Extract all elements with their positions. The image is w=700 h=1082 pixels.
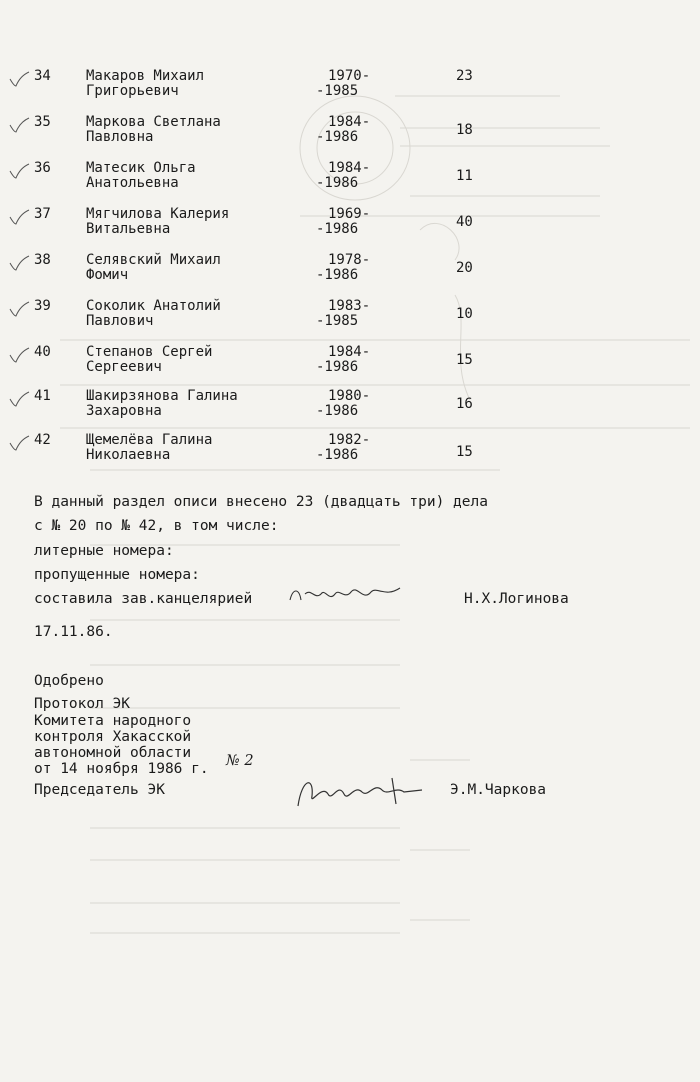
entry-patronymic: Фомич [86,267,129,283]
check-mark-icon [8,434,30,452]
approval-date: от 14 ноября 1986 г. [34,761,209,777]
entry-end-year: -1986 [316,403,359,419]
entry-row [0,160,700,200]
entry-surname: Соколик Анатолий [86,298,221,314]
entry-start-year: 1970- [328,68,371,84]
check-mark-icon [8,162,30,180]
entry-number: 37 [34,206,51,222]
check-mark-icon [8,116,30,134]
entry-number: 34 [34,68,51,84]
entry-row [0,344,700,384]
approved-label: Одобрено [34,673,104,689]
entry-row [0,432,700,472]
entry-row [0,114,700,154]
entry-start-year: 1969- [328,206,371,222]
entry-start-year: 1984- [328,344,371,360]
entry-row [0,252,700,292]
entry-patronymic: Захаровна [86,403,162,419]
summary-range-line: с № 20 по № 42, в том числе: [34,518,279,534]
entry-patronymic: Николаевна [86,447,171,463]
entry-patronymic: Сергеевич [86,359,162,375]
entry-patronymic: Павлович [86,313,154,329]
check-mark-icon [8,346,30,364]
entry-number: 38 [34,252,51,268]
entry-number: 41 [34,388,51,404]
compiled-by-name: Н.Х.Логинова [464,591,569,607]
entry-end-year: -1986 [316,359,359,375]
entry-end-year: -1986 [316,129,359,145]
entry-surname: Щемелёва Галина [86,432,213,448]
entry-end-year: -1986 [316,221,359,237]
entry-start-year: 1984- [328,114,371,130]
chair-name: Э.М.Чаркова [450,782,547,798]
entry-start-year: 1982- [328,432,371,448]
check-mark-icon [8,70,30,88]
committee-line-3: автономной области [34,745,192,761]
entry-patronymic: Витальевна [86,221,171,237]
protocol-number: № 2 [226,753,254,769]
summary-count-line: В данный раздел описи внесено 23 (двадцать три) дела [34,494,488,510]
entry-surname: Матесик Ольга [86,160,196,176]
check-mark-icon [8,208,30,226]
entry-end-year: -1986 [316,267,359,283]
entry-leaves: 40 [456,214,473,230]
summary-letter-numbers: литерные номера: [34,543,174,559]
entry-leaves: 10 [456,306,473,322]
entry-surname: Макаров Михаил [86,68,205,84]
entry-end-year: -1985 [316,313,359,329]
entry-surname: Степанов Сергей [86,344,213,360]
entry-leaves: 16 [456,396,473,412]
chair-label: Председатель ЭК [34,782,165,798]
entry-row [0,68,700,108]
entry-surname: Маркова Светлана [86,114,221,130]
entry-surname: Шакирзянова Галина [86,388,238,404]
check-mark-icon [8,254,30,272]
entry-number: 42 [34,432,51,448]
entry-end-year: -1985 [316,83,359,99]
committee-line-1: Комитета народного [34,713,192,729]
charkova-signature-icon [292,768,432,816]
entry-row [0,298,700,338]
loginova-signature-icon [285,580,405,610]
entry-leaves: 23 [456,68,473,84]
entry-start-year: 1984- [328,160,371,176]
entry-number: 39 [34,298,51,314]
entry-patronymic: Павловна [86,129,154,145]
entry-number: 40 [34,344,51,360]
entry-end-year: -1986 [316,175,359,191]
entry-end-year: -1986 [316,447,359,463]
entry-number: 35 [34,114,51,130]
summary-missing-numbers: пропущенные номера: [34,567,200,583]
compiled-by-label: составила зав.канцелярией [34,591,253,607]
check-mark-icon [8,390,30,408]
check-mark-icon [8,300,30,318]
entry-leaves: 11 [456,168,473,184]
entry-patronymic: Анатольевна [86,175,179,191]
entry-row [0,388,700,428]
entry-row [0,206,700,246]
entry-start-year: 1983- [328,298,371,314]
entry-leaves: 15 [456,352,473,368]
entry-leaves: 15 [456,444,473,460]
entry-surname: Мягчилова Калерия [86,206,230,222]
entry-patronymic: Григорьевич [86,83,179,99]
entry-leaves: 20 [456,260,473,276]
entry-number: 36 [34,160,51,176]
entry-start-year: 1980- [328,388,371,404]
committee-line-2: контроля Хакасской [34,729,192,745]
entry-leaves: 18 [456,122,473,138]
entry-surname: Селявский Михаил [86,252,221,268]
protocol-label: Протокол ЭК [34,696,131,712]
compiled-date: 17.11.86. [34,624,113,640]
entry-start-year: 1978- [328,252,371,268]
